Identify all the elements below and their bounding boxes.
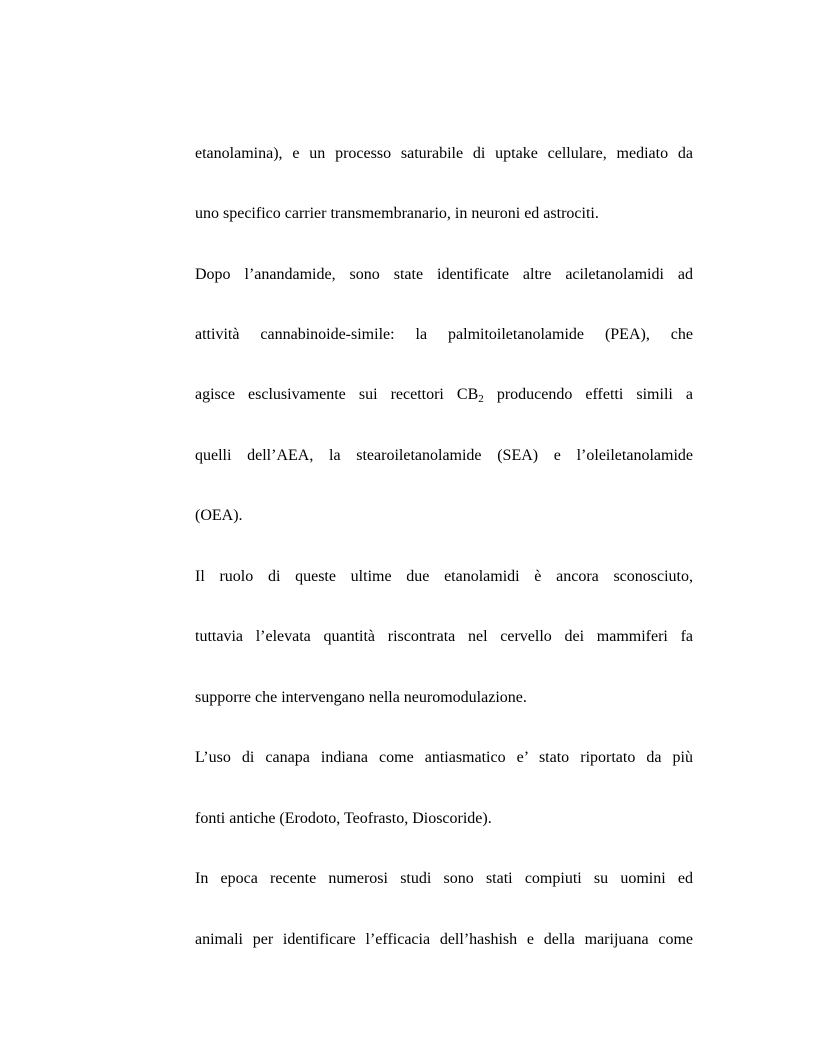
text-line: fonti antiche (Erodoto, Teofrasto, Dioscoride). <box>195 810 492 827</box>
text-line: (OEA). <box>195 507 243 524</box>
text-line: uno specifico carrier transmembranario, in neuroni ed astrociti. <box>195 205 599 222</box>
text-line: L’uso di canapa indiana come antiasmatico e’ stato riportato da più <box>195 749 693 766</box>
text-line: tuttavia l’elevata quantità riscontrata nel cervello dei mammiferi fa <box>195 628 693 645</box>
text-line-with-subscript <box>195 385 693 405</box>
text-line: Il ruolo di queste ultime due etanolamidi è ancora sconosciuto, <box>195 568 693 585</box>
text-line: etanolamina), e un processo saturabile di uptake cellulare, mediato da <box>195 145 693 162</box>
text-line: attività cannabinoide-simile: la palmitoiletanolamide (PEA), che <box>195 326 693 343</box>
text-segment: agisce esclusivamente sui recettori CB <box>195 386 479 403</box>
subscript: 2 <box>478 393 484 405</box>
text-segment: producendo effetti simili a <box>483 386 693 403</box>
text-line: Dopo l’anandamide, sono state identificate altre aciletanolamidi ad <box>195 266 693 283</box>
text-line: In epoca recente numerosi studi sono stati compiuti su uomini ed <box>195 870 693 887</box>
text-line: supporre che intervengano nella neuromodulazione. <box>195 689 527 706</box>
text-line: quelli dell’AEA, la stearoiletanolamide (SEA) e l’oleiletanolamide <box>195 447 693 464</box>
text-line: animali per identificare l’efficacia dell’hashish e della marijuana come <box>195 931 693 948</box>
